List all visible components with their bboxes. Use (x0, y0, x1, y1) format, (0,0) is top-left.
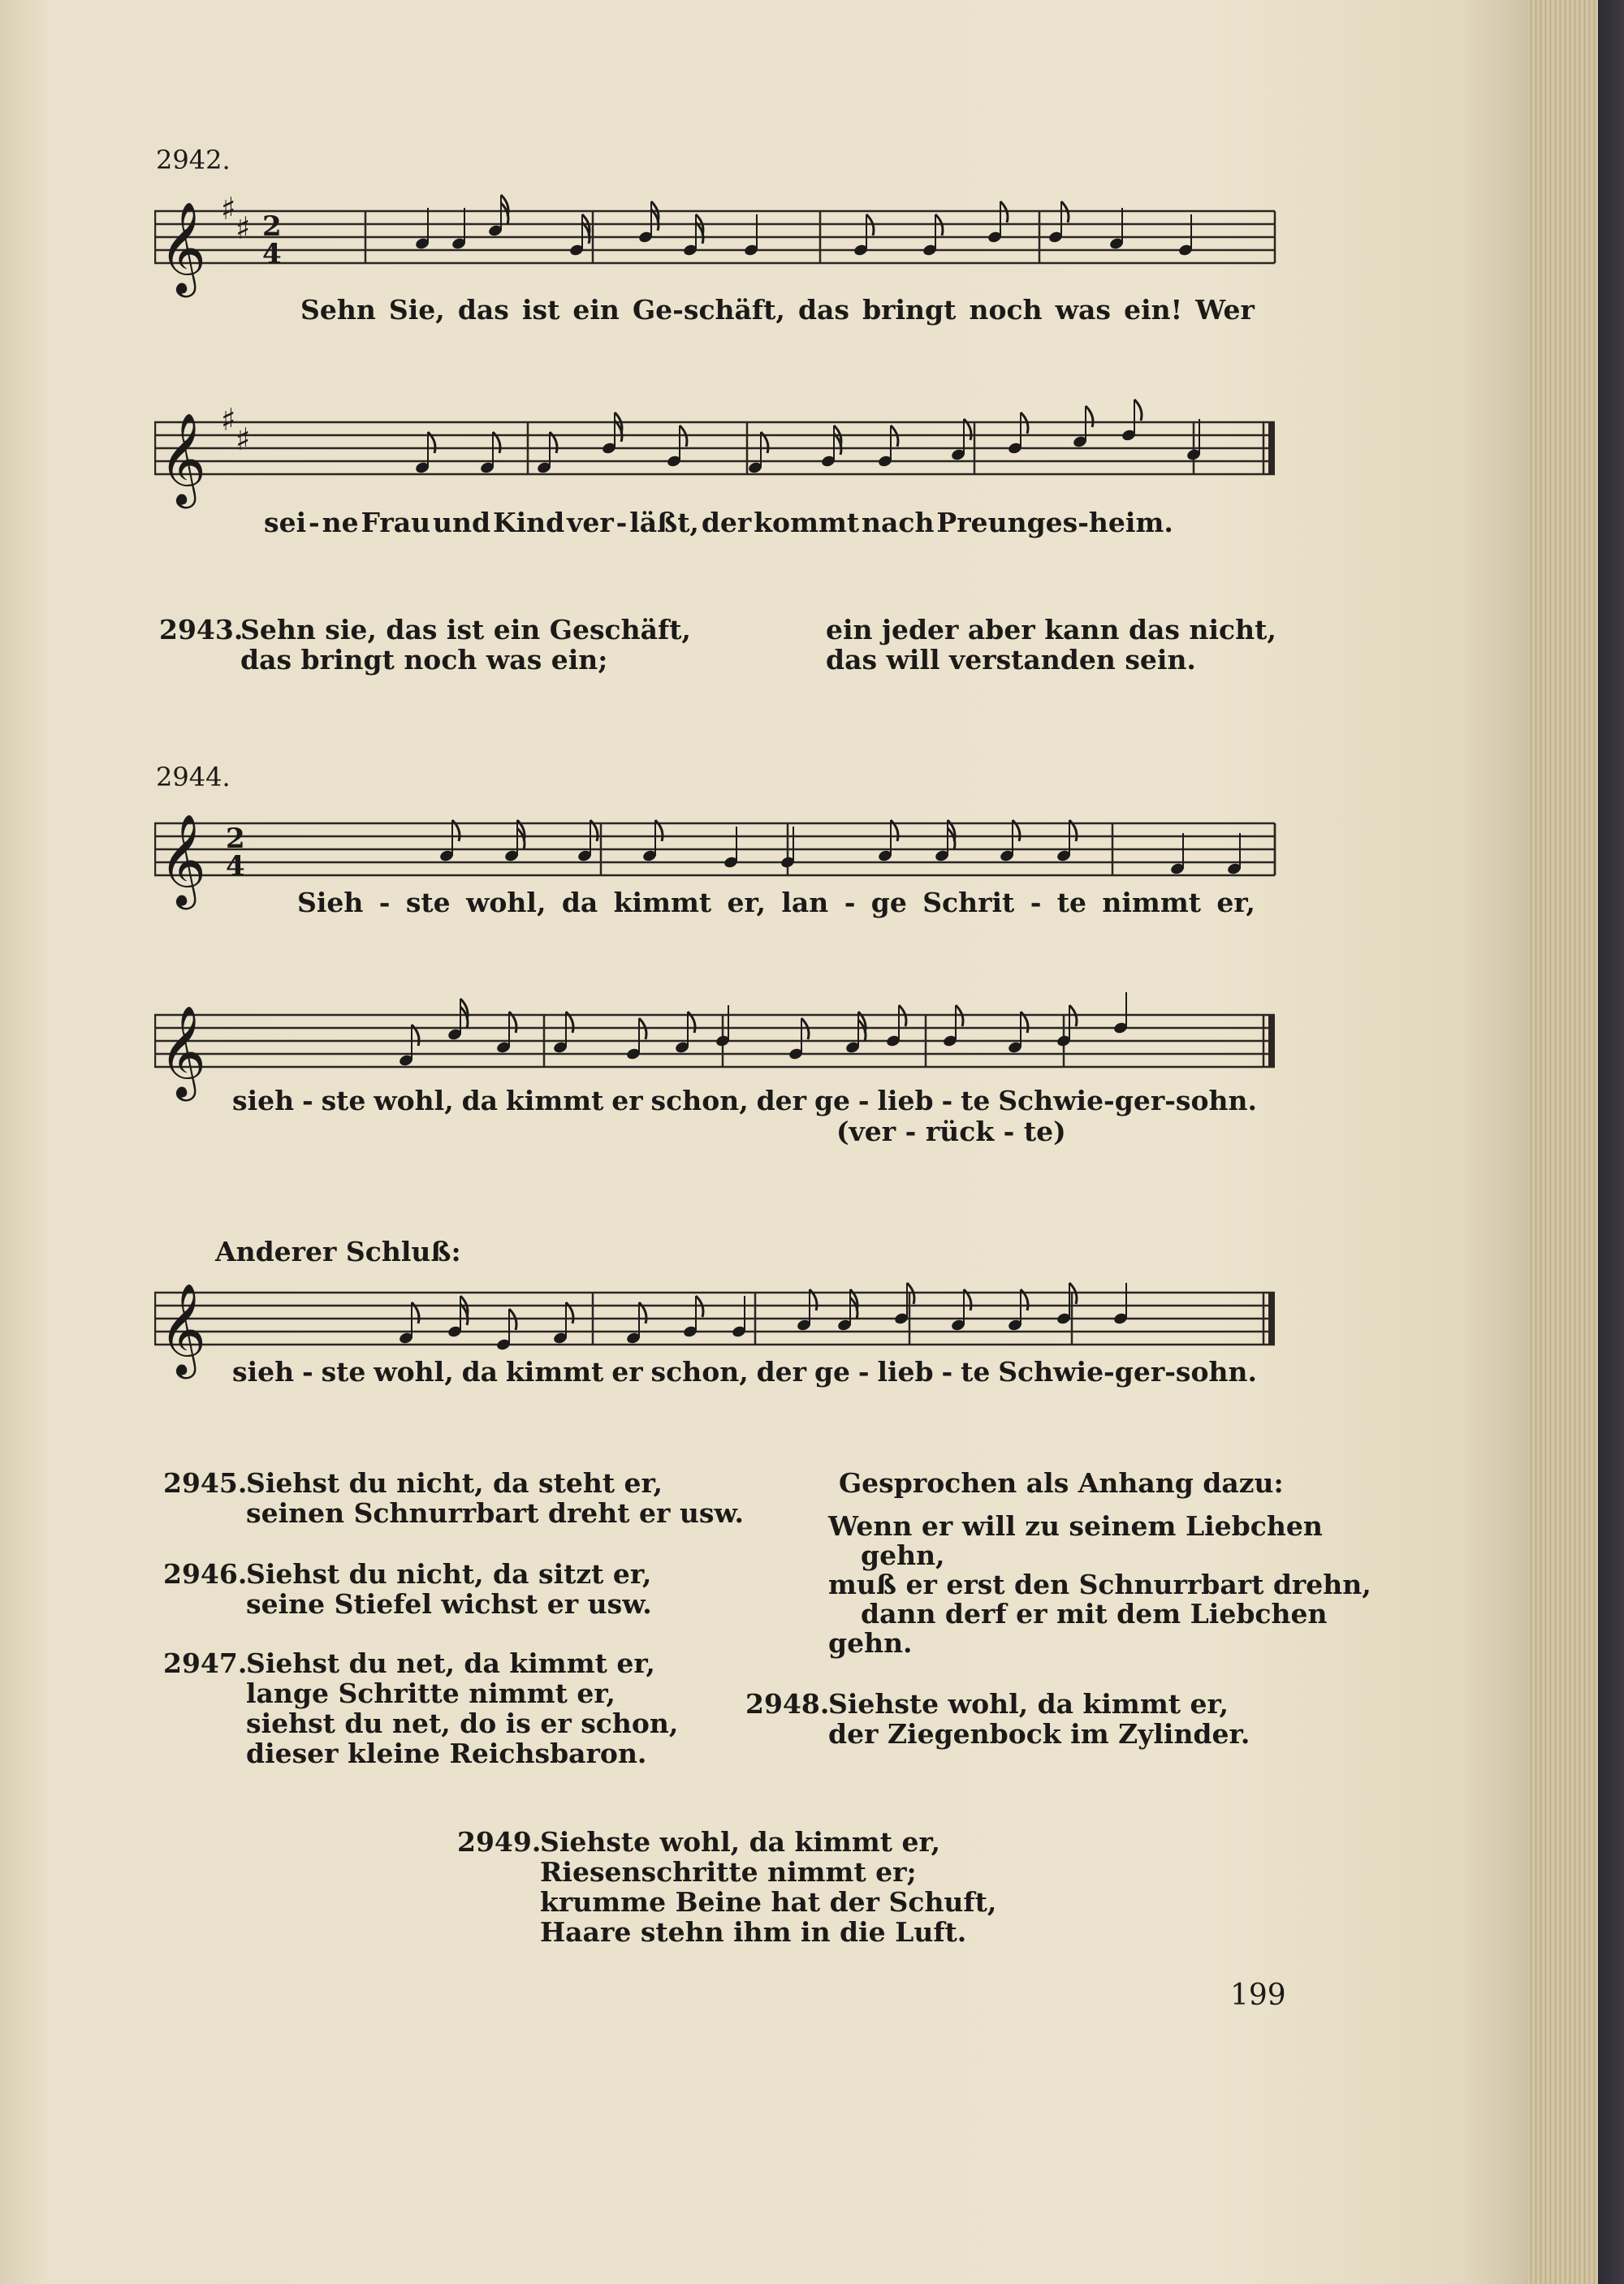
treble-clef-icon: 𝄞 (159, 412, 206, 505)
lyric-syllable: Sieh (297, 887, 364, 918)
lyric-syllable: ne (322, 507, 359, 538)
lyric-syllable: ste (321, 1085, 366, 1116)
lyric-syllable: - (301, 1356, 313, 1388)
lyric-syllable: sei (264, 507, 307, 538)
text-line: Riesenschritte nimmt er; (540, 1856, 917, 1888)
lyric-syllable: - (1030, 887, 1042, 918)
lyric-syllable: das (797, 294, 849, 326)
time-signature-top: 2 (262, 210, 282, 243)
lyrics-2944-1 (297, 887, 1255, 918)
lyrics-2944-variant: (ver - rück - te) (836, 1116, 1066, 1147)
lyric-syllable: sieh (232, 1085, 295, 1116)
lyrics-2944-alt (232, 1356, 1257, 1388)
lyric-syllable: ste (321, 1356, 366, 1388)
song-2945-text (246, 1468, 744, 1528)
text-line: Siehste wohl, da kimmt er, (828, 1688, 1229, 1720)
lyric-syllable: - (844, 887, 856, 918)
song-2947-number: 2947. (163, 1647, 248, 1679)
lyric-syllable: - (857, 1356, 870, 1388)
text-line: muß er erst den Schnurrbart drehn, (828, 1569, 1371, 1600)
svg-text:♯: ♯ (221, 402, 236, 438)
text-line: seine Stiefel wichst er usw. (246, 1588, 652, 1620)
lyric-syllable: da (461, 1356, 499, 1388)
lyric-syllable: ge (814, 1356, 851, 1388)
treble-clef-icon: 𝄞 (159, 1283, 206, 1375)
song-2949-number: 2949. (457, 1826, 542, 1858)
song-2949-text (540, 1827, 996, 1947)
text-line: gehn. (828, 1627, 913, 1659)
lyric-syllable: ste (405, 887, 451, 918)
lyric-syllable: schon, (650, 1085, 749, 1116)
treble-clef-icon: 𝄞 (159, 1005, 206, 1098)
lyric-syllable: lieb (877, 1085, 934, 1116)
lyric-syllable: - (301, 1085, 313, 1116)
text-line: Siehst du net, da kimmt er, (246, 1647, 655, 1679)
lyric-syllable: te (961, 1085, 991, 1116)
text-line: das bringt noch was ein; (240, 644, 608, 676)
svg-text:♯: ♯ (235, 210, 251, 246)
lyric-syllable: Sie, (388, 294, 445, 326)
lyric-syllable: - (857, 1085, 870, 1116)
lyric-syllable: nimmt (1102, 887, 1201, 918)
lyrics-2942-2 (264, 507, 1173, 538)
lyric-syllable: lan (781, 887, 829, 918)
lyric-syllable: kimmt (505, 1356, 604, 1388)
alternate-ending-heading: Anderer Schluß: (215, 1236, 461, 1267)
text-line: Haare stehn ihm in die Luft. (540, 1916, 967, 1948)
lyric-syllable: Kind (492, 507, 565, 538)
lyric-syllable: er (611, 1085, 643, 1116)
lyric-syllable: Wer (1195, 294, 1255, 326)
lyric-syllable: noch (969, 294, 1043, 326)
lyric-syllable: kimmt (613, 887, 712, 918)
treble-clef-icon: 𝄞 (159, 201, 206, 294)
text-line: Siehst du nicht, da steht er, (246, 1467, 663, 1499)
spoken-heading: Gesprochen als Anhang dazu: (839, 1467, 1284, 1499)
time-signature-bottom: 4 (262, 238, 282, 270)
song-2947-text (246, 1648, 678, 1768)
text-line: Wenn er will zu seinem Liebchen (828, 1510, 1323, 1542)
svg-text:♯: ♯ (235, 421, 251, 457)
lyric-syllable: was (1055, 294, 1111, 326)
lyric-syllable: Sehn (300, 294, 376, 326)
text-line: dieser kleine Reichsbaron. (246, 1738, 647, 1769)
lyric-syllable: kommt (754, 507, 860, 538)
spoken-text (828, 1512, 1371, 1658)
song-2948-number: 2948. (745, 1688, 830, 1720)
lyric-syllable: der (756, 1085, 807, 1116)
lyric-syllable: nach (862, 507, 935, 538)
lyric-syllable: ge (870, 887, 907, 918)
svg-text:♯: ♯ (221, 191, 236, 227)
lyric-syllable: er, (1216, 887, 1255, 918)
text-line: seinen Schnurrbart dreht er usw. (246, 1497, 745, 1529)
lyric-syllable: schon, (650, 1356, 749, 1388)
lyric-syllable: läßt, (629, 507, 699, 538)
lyric-syllable: und (433, 507, 491, 538)
lyric-syllable: bringt (862, 294, 957, 326)
lyric-syllable: Frau (361, 507, 431, 538)
song-number-2944: 2944. (156, 762, 231, 792)
text-line: lange Schritte nimmt er, (246, 1677, 615, 1709)
song-2948-text (828, 1689, 1250, 1749)
lyric-syllable: te (961, 1356, 991, 1388)
song-2946-text (246, 1559, 652, 1619)
text-line: dann derf er mit dem Liebchen (861, 1598, 1328, 1630)
song-2945-number: 2945. (163, 1467, 248, 1499)
lyric-syllable: ein (572, 294, 620, 326)
text-line: Sehn sie, das ist ein Geschäft, (240, 614, 691, 645)
text-line: gehn, (861, 1539, 945, 1571)
song-2943-number: 2943. (159, 614, 244, 645)
time-signature-bottom: 4 (226, 850, 245, 883)
text-line: ein jeder aber kann das nicht, (826, 614, 1276, 645)
time-signature-top: 2 (226, 822, 245, 855)
lyric-syllable: da (461, 1085, 499, 1116)
text-line: Siehste wohl, da kimmt er, (540, 1826, 940, 1858)
lyric-syllable: das (457, 294, 509, 326)
lyric-syllable: ver (567, 507, 614, 538)
text-line: siehst du net, do is er schon, (246, 1708, 679, 1739)
song-2946-number: 2946. (163, 1558, 248, 1590)
treble-clef-icon: 𝄞 (159, 814, 206, 906)
lyric-syllable: - (309, 507, 320, 538)
text-line: das will verstanden sein. (826, 644, 1196, 676)
lyric-syllable: te (1056, 887, 1087, 918)
lyric-syllable: der (756, 1356, 807, 1388)
lyric-syllable: ge (814, 1085, 851, 1116)
song-2943-left (240, 615, 691, 675)
song-number-2942: 2942. (156, 145, 231, 175)
lyrics-2942-1 (300, 294, 1255, 326)
lyric-syllable: Schwie-ger-sohn. (998, 1085, 1257, 1116)
text-line: Siehst du nicht, da sitzt er, (246, 1558, 652, 1590)
text-line: krumme Beine hat der Schuft, (540, 1886, 997, 1918)
lyric-syllable: der (701, 507, 752, 538)
lyric-syllable: ist (521, 294, 560, 326)
lyric-syllable: - (941, 1085, 953, 1116)
text-line: der Ziegenbock im Zylinder. (828, 1718, 1250, 1750)
lyric-syllable: ein! (1124, 294, 1183, 326)
song-2943-right (826, 615, 1276, 675)
lyric-syllable: kimmt (505, 1085, 604, 1116)
lyric-syllable: - (378, 887, 391, 918)
lyric-syllable: da (561, 887, 598, 918)
lyric-syllable: wohl, (374, 1085, 454, 1116)
lyric-syllable: lieb (877, 1356, 934, 1388)
lyric-syllable: Schrit (922, 887, 1015, 918)
lyric-syllable: sieh (232, 1356, 295, 1388)
lyric-syllable: Ge-schäft, (633, 294, 785, 326)
book-spine (1598, 0, 1624, 2284)
lyric-syllable: er (611, 1356, 643, 1388)
page-number: 199 (1230, 1979, 1286, 2012)
lyric-syllable: wohl, (466, 887, 546, 918)
lyric-syllable: wohl, (374, 1356, 454, 1388)
lyric-syllable: - (615, 507, 628, 538)
lyrics-2944-2 (232, 1085, 1257, 1116)
lyric-syllable: er, (727, 887, 767, 918)
lyric-syllable: Preunges-heim. (936, 507, 1173, 538)
lyric-syllable: - (941, 1356, 953, 1388)
lyric-syllable: Schwie-ger-sohn. (998, 1356, 1257, 1388)
